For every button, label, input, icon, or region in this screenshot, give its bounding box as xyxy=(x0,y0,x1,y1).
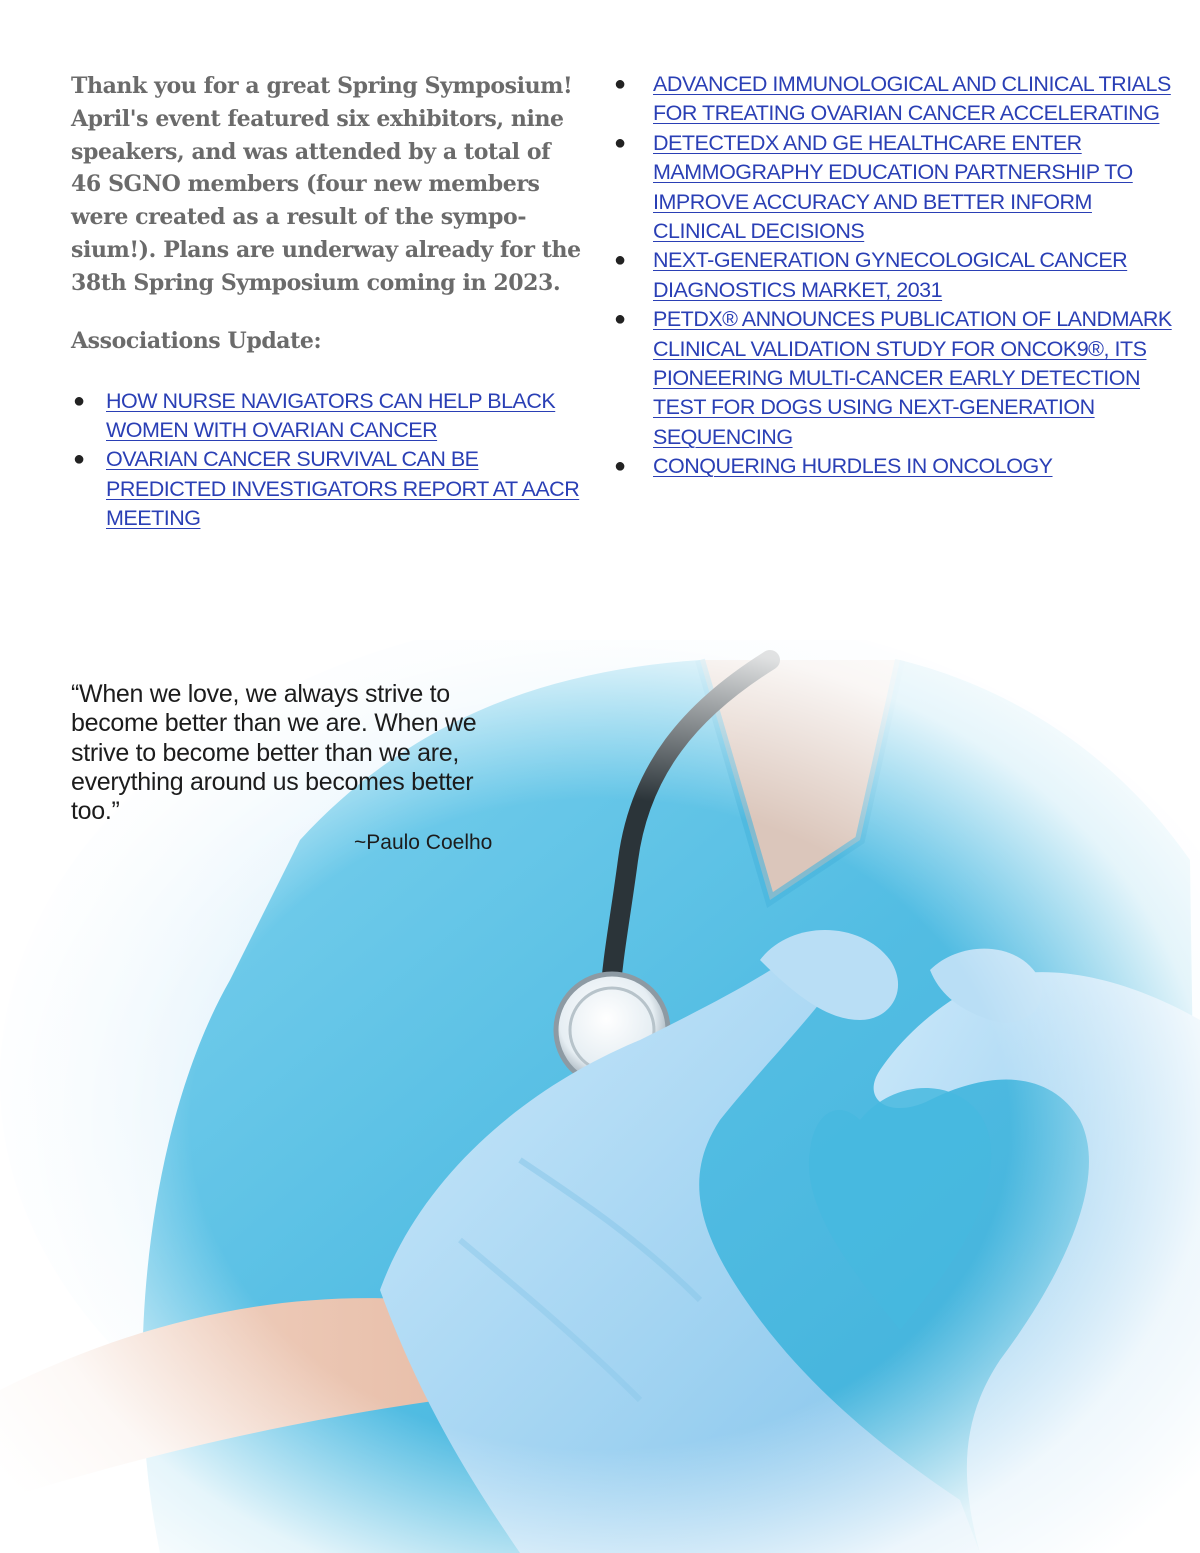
link-conquering-hurdles[interactable]: CONQUERING HURDLES IN ONCOLOGY xyxy=(653,454,1053,479)
list-item xyxy=(612,129,1172,247)
right-column xyxy=(612,70,1172,482)
link-next-generation[interactable]: NEXT-GENERATION GYNECOLOGICAL CANCER DIAGNOSTICS MARKET, 2031 xyxy=(653,248,1128,302)
quote-author: ~Paulo Coelho xyxy=(354,831,493,854)
associations-links-left xyxy=(71,387,586,534)
symposium-intro-text: Thank you for a great Spring Symposium! April's event featured six exhibitors, nine speakers, and was attended by a total of 46 SGNO members (four new members were created as a result of the symposium!). Plans are underway already for the 38th Spring Symposium coming in 2023. xyxy=(71,73,581,296)
list-item xyxy=(612,305,1172,452)
list-item xyxy=(71,387,586,446)
list-item xyxy=(71,445,586,533)
quote-text: “When we love, we always strive to become better than we are. When we strive to become better than we are, everything around us becomes better too.” xyxy=(71,680,477,826)
list-item xyxy=(612,70,1172,129)
bullet-icon: ● xyxy=(614,131,626,154)
left-column xyxy=(71,70,586,534)
list-item xyxy=(612,452,1172,481)
bullet-icon: ● xyxy=(614,249,626,272)
link-nurse-navigators[interactable]: HOW NURSE NAVIGATORS CAN HELP BLACK WOMEN WITH OVARIAN CANCER xyxy=(106,388,556,442)
bullet-icon: ● xyxy=(73,448,85,471)
link-petdx[interactable]: PETDX® ANNOUNCES PUBLICATION OF LANDMARK CLINICAL VALIDATION STUDY FOR ONCOK9®, ITS PIONEERING MULTI-CANCER EARLY DETECTION TEST FOR DOGS USING NEXT-GENERATION SEQUENCING xyxy=(653,307,1172,449)
bullet-icon: ● xyxy=(614,308,626,331)
list-item xyxy=(612,246,1172,305)
associations-update-heading: Associations Update: xyxy=(71,327,322,354)
link-detectedx-ge[interactable]: DETECTEDX AND GE HEALTHCARE ENTER MAMMOGRAPHY EDUCATION PARTNERSHIP TO IMPROVE ACCURACY AND BETTER INFORM CLINICAL DECISIONS xyxy=(653,130,1133,244)
bullet-icon: ● xyxy=(614,73,626,95)
link-ovarian-survival[interactable]: OVARIAN CANCER SURVIVAL CAN BE PREDICTED INVESTIGATORS REPORT AT AACR MEETING xyxy=(106,447,580,531)
link-advanced-immunological[interactable]: ADVANCED IMMUNOLOGICAL AND CLINICAL TRIALS FOR TREATING OVARIAN CANCER ACCELERATING xyxy=(653,72,1171,126)
bullet-icon: ● xyxy=(73,389,85,412)
bullet-icon: ● xyxy=(614,455,626,478)
associations-links-right xyxy=(612,70,1172,482)
